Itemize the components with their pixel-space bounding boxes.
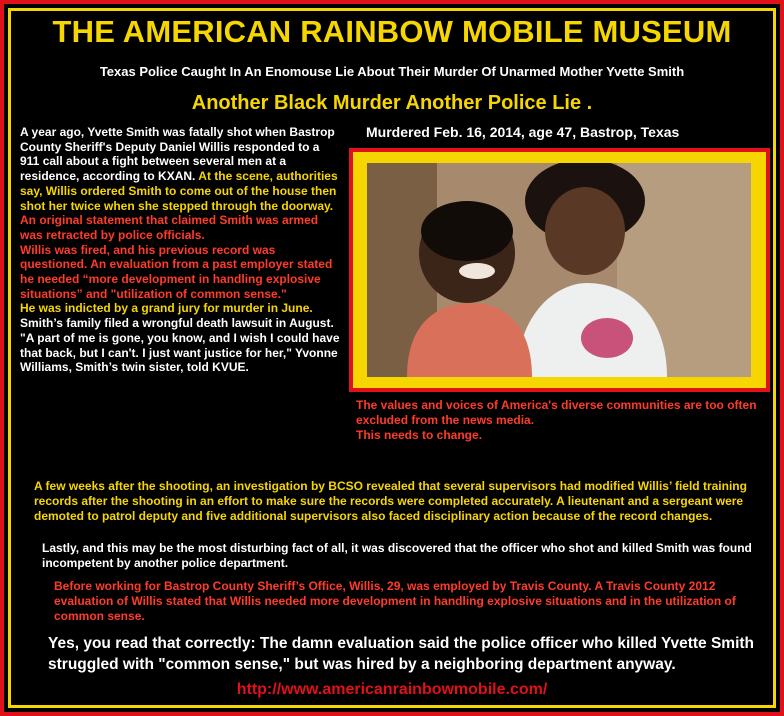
poster-subtitle: Texas Police Caught In An Enomouse Lie About Their Murder Of Unarmed Mother Yvette Smith bbox=[99, 64, 685, 79]
portrait-illustration bbox=[367, 163, 751, 377]
incompetence-paragraph: Lastly, and this may be the most disturbing fact of all, it was discovered that the officer who shot and killed Smith was found incompetent by another police department. bbox=[42, 541, 752, 570]
story-indicted: He was indicted by a grand jury for murder in June. bbox=[20, 301, 313, 316]
media-note-line-2: This needs to change. bbox=[356, 428, 483, 442]
story-quote: "A part of me is gone, you know, and I wish I could have that back, but I can't. I just want justice for her," Yvonne Williams, Smith’s twin sister, told KVUE. bbox=[20, 330, 340, 375]
photo-frame bbox=[349, 148, 770, 392]
conclusion-paragraph: Yes, you read that correctly: The damn evaluation said the police officer who killed Yvette Smith struggled with "common sense," but was hired by a neighboring department anyway. bbox=[48, 635, 755, 673]
story-retraction: An original statement that claimed Smith was armed was retracted by police officials. bbox=[20, 213, 319, 242]
photo-caption: Murdered Feb. 16, 2014, age 47, Bastrop, Texas bbox=[366, 124, 680, 140]
investigation-paragraph: A few weeks after the shooting, an investigation by BCSO revealed that several supervisors had modified Willis’ field training records after the shooting in an effort to make sure the records were completed accurately. A lieutenant and a sergeant were demoted to patrol deputy and five additional supervisors also faced disciplinary action because of the record changes. bbox=[34, 479, 747, 523]
media-note-line-1: The values and voices of America's diverse communities are too often excluded from the news media. bbox=[356, 398, 757, 427]
story-fired: Willis was fired, and his previous record was questioned. An evaluation from a past employer stated he needed “more development in handling explosive situations” and "utilization of common sense." bbox=[20, 242, 333, 301]
story-column bbox=[20, 125, 342, 375]
story-intro: A year ago, Yvette Smith was fatally shot when Bastrop County Sheriff's Deputy Daniel Willis responded to a 911 call about a fight between several men at a residence, according to KXAN. bbox=[20, 125, 335, 184]
story-scene: At the scene, authorities say, Willis ordered Smith to come out of the house then shot her twice when she stepped through the doorway. bbox=[20, 169, 338, 213]
poster-title: THE AMERICAN RAINBOW MOBILE MUSEUM bbox=[52, 14, 732, 49]
story-lawsuit: Smith’s family filed a wrongful death lawsuit in August. bbox=[20, 316, 334, 331]
travis-county-paragraph: Before working for Bastrop County Sheriff’s Office, Willis, 29, was employed by Travis County. A Travis County 2012 evaluation of Willis stated that Willis needed more development in handling explosive situations and in the utilization of common sense. bbox=[54, 579, 736, 623]
poster-headline: Another Black Murder Another Police Lie . bbox=[191, 92, 593, 114]
media-note bbox=[356, 398, 766, 443]
website-link[interactable]: http://www.americanrainbowmobile.com/ bbox=[236, 681, 548, 698]
portrait-photo bbox=[367, 163, 751, 377]
